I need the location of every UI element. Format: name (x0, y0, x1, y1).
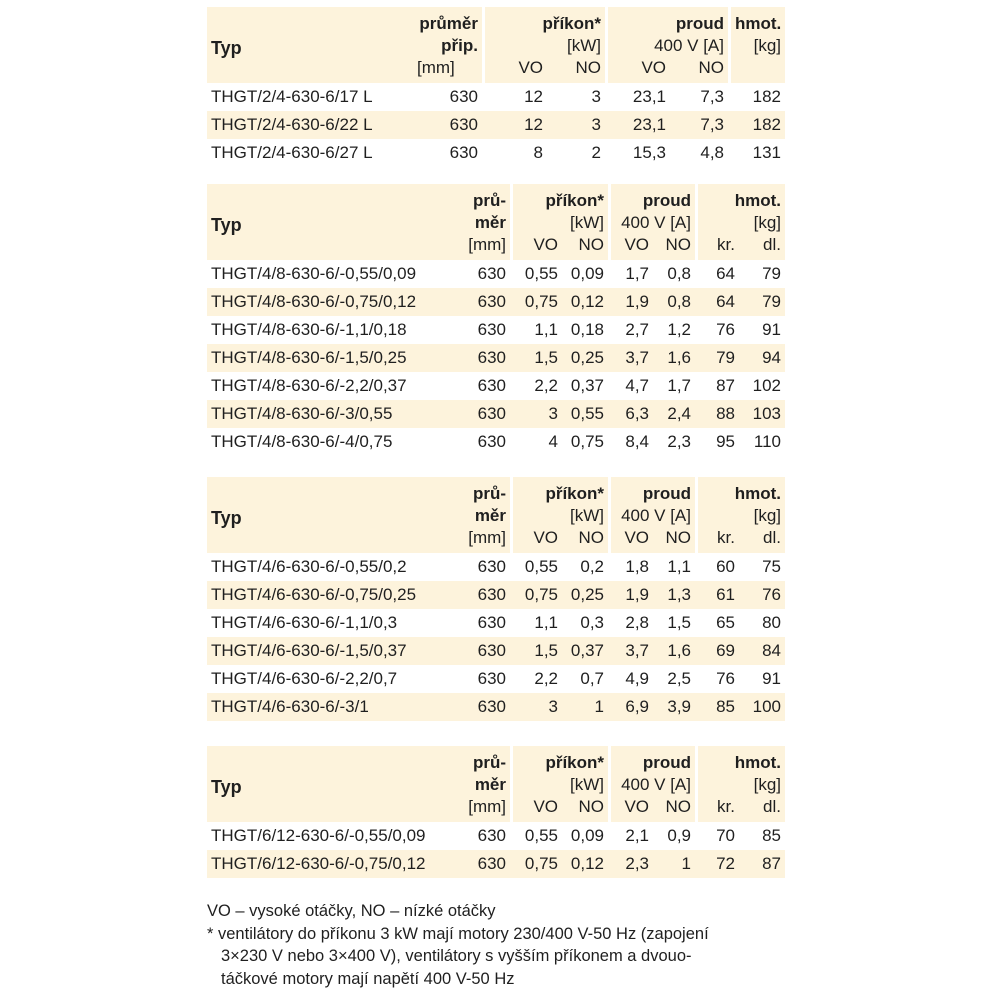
cell-current-vo: 3,7 (608, 637, 653, 665)
header-vo: VO (608, 234, 653, 260)
cell-power-no: 0,37 (570, 376, 604, 395)
header-vo: VO (482, 57, 547, 83)
cell-power-no: 0,3 (580, 613, 604, 632)
cell-power-no: 3 (547, 111, 605, 139)
header-current: proud (608, 184, 695, 212)
header-current-unit: 400 V [A] (608, 505, 695, 527)
cell-power-no: 0,12 (562, 850, 608, 878)
cell-power-vo: 0,75 (510, 850, 562, 878)
header-power: příkon* (510, 184, 608, 212)
header-current: proud (608, 477, 695, 505)
cell-typ: THGT/4/8-630-6/-4/0,75 (211, 432, 393, 451)
table-row (207, 316, 785, 344)
cell-current-vo: 4,7 (625, 376, 649, 395)
cell-power-vo: 1,5 (510, 344, 562, 372)
header-diameter: prů- (452, 477, 510, 505)
cell-diameter: 630 (477, 613, 506, 632)
cell-typ: THGT/4/8-630-6/-2,2/0,37 (211, 376, 407, 395)
cell-diameter: 630 (477, 432, 506, 451)
footnote-power-cont: 3×230 V nebo 3×400 V), ventilátory s vyšším příkonem a dvouo- (221, 947, 692, 965)
cell-weight-dl: 94 (739, 344, 785, 372)
cell-current-vo: 8,4 (625, 432, 649, 451)
spec-table-4-6 (207, 477, 785, 721)
header-dl: dl. (739, 796, 785, 822)
cell-weight-kr: 76 (716, 320, 735, 339)
cell-current-vo: 2,1 (625, 826, 649, 845)
header-power: příkon* (510, 477, 608, 505)
cell-power-vo: 4 (548, 432, 558, 451)
header-kr: kr. (695, 234, 739, 260)
cell-diameter: 630 (477, 320, 506, 339)
header-no: NO (653, 527, 695, 553)
header-vo: VO (510, 796, 562, 822)
cell-weight-kr: 65 (716, 613, 735, 632)
header-diameter: prů- (452, 184, 510, 212)
table-row (207, 581, 785, 609)
header-typ: Typ (207, 7, 397, 83)
cell-power-vo: 0,55 (524, 264, 558, 283)
header-vo: VO (605, 57, 670, 83)
cell-power-no: 0,55 (562, 400, 608, 428)
cell-weight-kr: 88 (695, 400, 739, 428)
cell-current-no: 1,7 (667, 376, 691, 395)
cell-power-no: 3 (591, 87, 601, 106)
cell-weight: 182 (728, 111, 785, 139)
header-weight-unit: [kg] (695, 774, 785, 796)
header-no: NO (562, 527, 608, 553)
cell-power-vo: 0,75 (510, 288, 562, 316)
spec-table-4-8 (207, 184, 785, 456)
cell-weight-dl: 91 (762, 320, 781, 339)
cell-power-vo: 2,2 (534, 669, 558, 688)
cell-weight-kr: 79 (695, 344, 739, 372)
cell-weight-kr: 61 (695, 581, 739, 609)
header-diameter-unit: [mm] (452, 234, 510, 260)
table-row (207, 139, 785, 167)
cell-current-no: 7,3 (700, 87, 724, 106)
cell-power-vo: 8 (533, 143, 543, 162)
cell-current-no: 0,8 (667, 264, 691, 283)
cell-weight-dl: 80 (762, 613, 781, 632)
cell-diameter: 630 (397, 111, 482, 139)
cell-current-no: 7,3 (670, 111, 728, 139)
cell-power-vo: 0,55 (524, 826, 558, 845)
cell-weight-kr: 72 (695, 850, 739, 878)
header-typ: Typ (207, 184, 452, 260)
header-diameter-l2: měr (452, 774, 510, 796)
cell-current-vo: 1,7 (625, 264, 649, 283)
table-row (207, 83, 785, 111)
cell-current-no: 1,6 (653, 637, 695, 665)
footnotes (207, 900, 797, 990)
header-no: NO (562, 234, 608, 260)
cell-current-vo: 2,8 (625, 613, 649, 632)
header-no: NO (562, 796, 608, 822)
header-weight: hmot. (695, 477, 785, 505)
cell-diameter: 630 (452, 344, 510, 372)
cell-diameter: 630 (477, 669, 506, 688)
cell-current-vo: 1,9 (608, 288, 653, 316)
cell-power-vo: 1,1 (534, 320, 558, 339)
cell-diameter: 630 (452, 850, 510, 878)
table-row (207, 609, 785, 637)
cell-weight-dl: 79 (762, 264, 781, 283)
cell-typ: THGT/2/4-630-6/17 L (211, 87, 373, 106)
cell-power-vo: 0,75 (510, 581, 562, 609)
cell-power-no: 0,2 (580, 557, 604, 576)
table-row (207, 428, 785, 456)
table-row (207, 553, 785, 581)
cell-current-vo: 6,9 (608, 693, 653, 721)
cell-diameter: 630 (477, 557, 506, 576)
cell-weight-kr: 95 (716, 432, 735, 451)
header-weight: hmot. (695, 746, 785, 774)
cell-diameter: 630 (449, 87, 478, 106)
cell-diameter: 630 (477, 826, 506, 845)
header-vo: VO (608, 796, 653, 822)
cell-typ: THGT/4/8-630-6/-0,75/0,12 (207, 288, 452, 316)
cell-power-no: 0,25 (562, 344, 608, 372)
cell-diameter: 630 (477, 376, 506, 395)
cell-weight: 182 (752, 87, 781, 106)
cell-typ: THGT/4/6-630-6/-1,1/0,3 (211, 613, 398, 632)
cell-diameter: 630 (452, 581, 510, 609)
header-vo: VO (608, 527, 653, 553)
header-weight: hmot. (695, 184, 785, 212)
header-power-unit: [kW] (510, 505, 608, 527)
header-dl: dl. (739, 234, 785, 260)
header-diameter: prů- (452, 746, 510, 774)
footnote-power-cont: táčkové motory mají napětí 400 V-50 Hz (221, 969, 515, 988)
cell-weight-dl: 110 (753, 432, 781, 451)
cell-power-vo: 1,5 (510, 637, 562, 665)
cell-diameter: 630 (452, 693, 510, 721)
header-diameter-unit: [mm] (452, 796, 510, 822)
cell-typ: THGT/4/6-630-6/-2,2/0,7 (211, 669, 398, 688)
header-current-unit: 400 V [A] (605, 35, 728, 57)
cell-weight-kr: 85 (695, 693, 739, 721)
header-weight-unit: [kg] (695, 505, 785, 527)
cell-current-no: 1,2 (667, 320, 691, 339)
table-row (207, 344, 785, 372)
header-current-unit: 400 V [A] (608, 212, 695, 234)
cell-current-no: 4,8 (700, 143, 724, 162)
header-vo: VO (510, 234, 562, 260)
cell-power-no: 0,12 (562, 288, 608, 316)
cell-diameter: 630 (452, 288, 510, 316)
header-vo: VO (510, 527, 562, 553)
header-current: proud (605, 7, 728, 35)
cell-power-vo: 3 (510, 693, 562, 721)
cell-current-vo: 6,3 (608, 400, 653, 428)
cell-current-no: 0,9 (667, 826, 691, 845)
cell-weight-kr: 76 (716, 669, 735, 688)
cell-current-vo: 15,3 (632, 143, 666, 162)
spec-table-6-12 (207, 746, 785, 878)
cell-current-no: 1,6 (653, 344, 695, 372)
cell-typ: THGT/6/12-630-6/-0,75/0,12 (207, 850, 452, 878)
table-row (207, 850, 785, 878)
cell-current-vo: 1,9 (608, 581, 653, 609)
cell-power-vo: 12 (524, 87, 543, 106)
cell-weight-dl: 103 (739, 400, 785, 428)
header-kr: kr. (695, 796, 739, 822)
cell-weight-kr: 64 (716, 264, 735, 283)
header-no: NO (670, 57, 728, 83)
table-row (207, 637, 785, 665)
cell-current-no: 2,3 (667, 432, 691, 451)
header-no: NO (547, 57, 605, 83)
header-dl: dl. (739, 527, 785, 553)
cell-power-vo: 0,55 (524, 557, 558, 576)
cell-power-no: 2 (591, 143, 601, 162)
header-typ: Typ (207, 477, 452, 553)
cell-weight-kr: 60 (716, 557, 735, 576)
cell-power-no: 0,25 (562, 581, 608, 609)
cell-diameter: 630 (449, 143, 478, 162)
cell-weight-dl: 100 (739, 693, 785, 721)
cell-weight-dl: 79 (739, 288, 785, 316)
cell-typ: THGT/4/6-630-6/-1,5/0,37 (207, 637, 452, 665)
cell-typ: THGT/4/8-630-6/-1,5/0,25 (207, 344, 452, 372)
cell-typ: THGT/4/8-630-6/-0,55/0,09 (211, 264, 417, 283)
header-weight-unit: [kg] (695, 212, 785, 234)
header-power-unit: [kW] (482, 35, 605, 57)
cell-typ: THGT/4/8-630-6/-1,1/0,18 (211, 320, 407, 339)
cell-typ: THGT/4/8-630-6/-3/0,55 (207, 400, 452, 428)
table-row (207, 665, 785, 693)
cell-power-vo: 2,2 (534, 376, 558, 395)
cell-current-vo: 2,3 (608, 850, 653, 878)
cell-current-no: 0,8 (653, 288, 695, 316)
header-diameter-unit: [mm] (397, 57, 482, 83)
cell-current-no: 1 (653, 850, 695, 878)
cell-typ: THGT/2/4-630-6/27 L (211, 143, 373, 162)
header-diameter-l2: přip. (397, 35, 482, 57)
header-diameter-l2: měr (452, 212, 510, 234)
cell-weight-dl: 75 (762, 557, 781, 576)
cell-weight-kr: 70 (716, 826, 735, 845)
header-weight: hmot. (728, 7, 785, 35)
header-power-unit: [kW] (510, 774, 608, 796)
cell-weight-dl: 87 (739, 850, 785, 878)
cell-typ: THGT/6/12-630-6/-0,55/0,09 (211, 826, 426, 845)
cell-current-vo: 2,7 (625, 320, 649, 339)
cell-weight-kr: 87 (716, 376, 735, 395)
table-row (207, 400, 785, 428)
cell-diameter: 630 (477, 264, 506, 283)
header-empty (728, 57, 785, 83)
header-power-unit: [kW] (510, 212, 608, 234)
header-no: NO (653, 234, 695, 260)
header-power: příkon* (510, 746, 608, 774)
cell-power-no: 0,18 (570, 320, 604, 339)
cell-power-no: 0,7 (580, 669, 604, 688)
cell-typ: THGT/4/6-630-6/-3/1 (207, 693, 452, 721)
cell-power-no: 0,37 (562, 637, 608, 665)
cell-current-no: 3,9 (653, 693, 695, 721)
header-diameter-l2: měr (452, 505, 510, 527)
table-row (207, 372, 785, 400)
footnote-power: * ventilátory do příkonu 3 kW mají motory 230/400 V-50 Hz (zapojení (207, 924, 709, 943)
cell-power-no: 1 (562, 693, 608, 721)
cell-current-vo: 23,1 (632, 87, 666, 106)
cell-power-no: 0,75 (570, 432, 604, 451)
cell-weight-dl: 102 (752, 376, 781, 395)
header-power: příkon* (482, 7, 605, 35)
cell-typ: THGT/4/6-630-6/-0,55/0,2 (211, 557, 407, 576)
cell-current-vo: 1,8 (625, 557, 649, 576)
header-current-unit: 400 V [A] (608, 774, 695, 796)
cell-current-vo: 4,9 (625, 669, 649, 688)
cell-typ: THGT/2/4-630-6/22 L (207, 111, 397, 139)
cell-current-no: 2,4 (653, 400, 695, 428)
header-no: NO (653, 796, 695, 822)
spec-table-2-4 (207, 7, 785, 167)
cell-current-no: 1,5 (667, 613, 691, 632)
table-row (207, 260, 785, 288)
cell-weight-dl: 85 (762, 826, 781, 845)
header-typ: Typ (207, 746, 452, 822)
cell-current-no: 1,3 (653, 581, 695, 609)
table-row (207, 693, 785, 721)
table-row (207, 111, 785, 139)
cell-current-no: 1,1 (667, 557, 691, 576)
cell-weight-dl: 84 (739, 637, 785, 665)
cell-power-no: 0,09 (570, 826, 604, 845)
header-diameter-unit: [mm] (452, 527, 510, 553)
table-row (207, 288, 785, 316)
cell-current-no: 2,5 (667, 669, 691, 688)
cell-weight-kr: 64 (695, 288, 739, 316)
cell-weight-dl: 76 (739, 581, 785, 609)
cell-power-no: 0,09 (570, 264, 604, 283)
header-diameter: průměr (397, 7, 482, 35)
cell-power-vo: 1,1 (534, 613, 558, 632)
cell-weight-dl: 91 (762, 669, 781, 688)
cell-diameter: 630 (452, 637, 510, 665)
cell-current-vo: 23,1 (605, 111, 670, 139)
cell-current-vo: 3,7 (608, 344, 653, 372)
cell-power-vo: 3 (510, 400, 562, 428)
cell-diameter: 630 (452, 400, 510, 428)
cell-weight-kr: 69 (695, 637, 739, 665)
cell-typ: THGT/4/6-630-6/-0,75/0,25 (207, 581, 452, 609)
table-row (207, 822, 785, 850)
header-current: proud (608, 746, 695, 774)
cell-power-vo: 12 (482, 111, 547, 139)
header-weight-unit: [kg] (728, 35, 785, 57)
header-kr: kr. (695, 527, 739, 553)
cell-weight: 131 (752, 143, 781, 162)
footnote-abbrev: VO – vysoké otáčky, NO – nízké otáčky (207, 902, 496, 920)
